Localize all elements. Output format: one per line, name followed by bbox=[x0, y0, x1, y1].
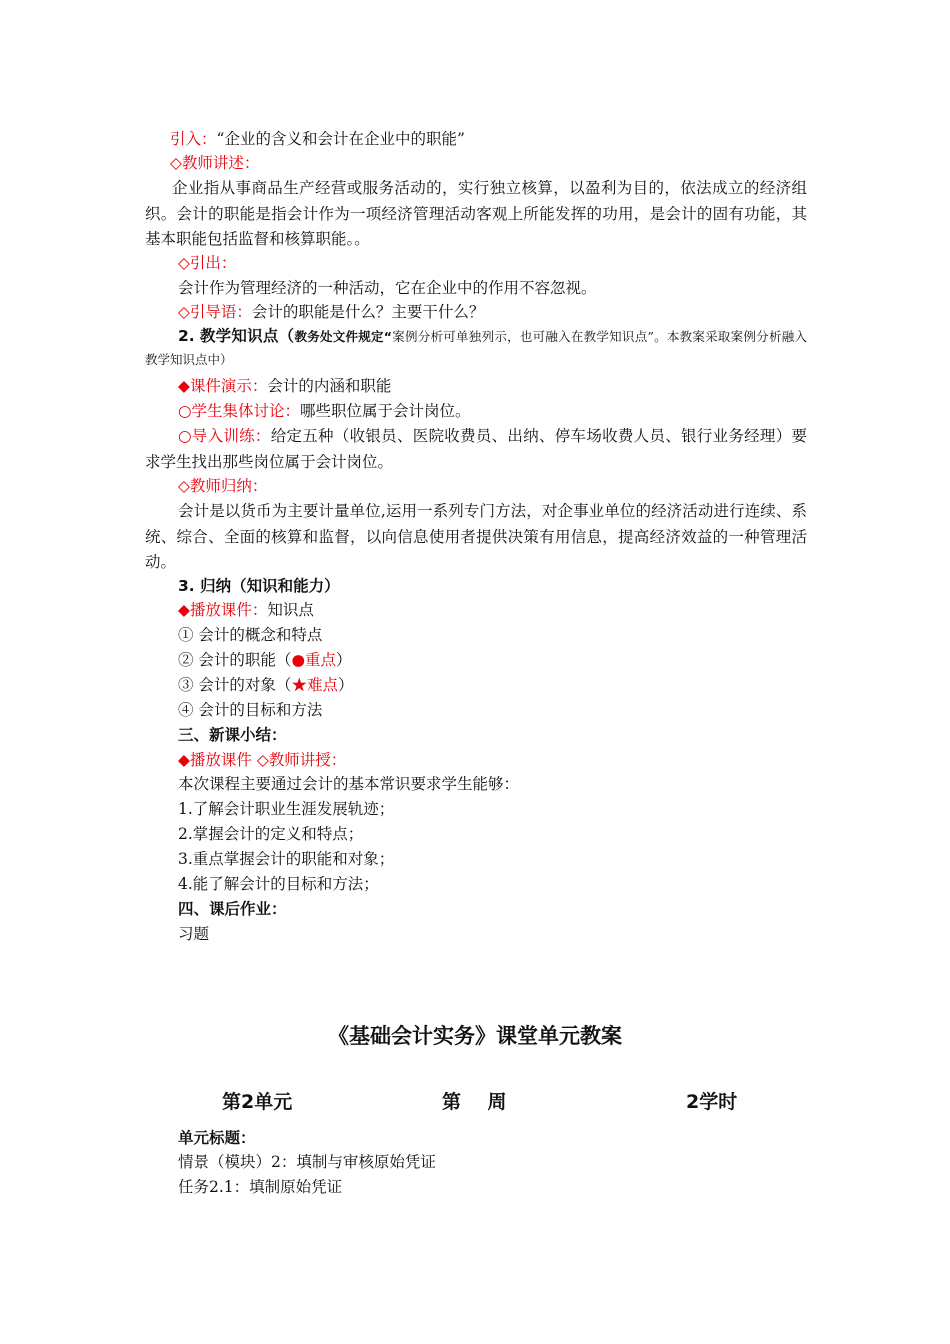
courseware-demo-label: ◆课件演示： bbox=[178, 377, 268, 395]
knowledge-note: 案例分析可单独列示，也可融入在教学知识点”。本教案采取案例分析融入教学知识点中） bbox=[145, 329, 807, 367]
knowledge-note-bold: 教务处文件规定“ bbox=[294, 329, 392, 344]
lead-out-text: 会计作为管理经济的一种活动，它在企业中的作用不容忽视。 bbox=[178, 279, 597, 297]
unit-hours: 2学时 bbox=[686, 1091, 738, 1113]
scenario-line: 情景（模块）2：填制与审核原始凭证 bbox=[178, 1153, 436, 1171]
training-label: ○导入训练： bbox=[178, 427, 271, 445]
guide-text: 会计的职能是什么？主要干什么？ bbox=[251, 303, 485, 321]
intro-text: “企业的含义和会计在企业中的职能” bbox=[216, 130, 465, 148]
document-title: 《基础会计实务》课堂单元教案 bbox=[328, 1024, 622, 1048]
teacher-explain-label: ◇教师讲述： bbox=[170, 154, 260, 172]
knowledge-num: 2. bbox=[178, 327, 195, 345]
induction-title: 3. 归纳（知识和能力） bbox=[178, 577, 340, 595]
point-item: ④ 会计的目标和方法 bbox=[178, 701, 323, 719]
group-discuss-line bbox=[178, 399, 471, 424]
guide-line bbox=[178, 300, 484, 325]
unit-title-label: 单元标题： bbox=[178, 1129, 256, 1147]
lead-out-label: ◇引出： bbox=[178, 254, 237, 272]
paragraph-enterprise: 企业指从事商品生产经营或服务活动的，实行独立核算，以盈利为目的，依法成立的经济组织。会计的职能是指会计作为一项经济管理活动客观上所能发挥的功用，是会计的固有功能，其基本职能包括监督和核算职能。。 bbox=[145, 179, 807, 248]
knowledge-heading bbox=[145, 325, 807, 371]
intro-label: 引入： bbox=[170, 130, 217, 148]
unit-number: 第2单元 bbox=[222, 1091, 293, 1113]
difficult-point-mark: ★难点 bbox=[291, 676, 338, 694]
training-paragraph bbox=[145, 424, 807, 475]
play-courseware-line bbox=[178, 598, 314, 623]
summary-tags: ◆播放课件 ◇教师讲授： bbox=[178, 751, 347, 769]
courseware-demo-line bbox=[178, 374, 391, 399]
summary-item: 4.能了解会计的目标和方法； bbox=[178, 875, 379, 893]
summary-item: 3.重点掌握会计的职能和对象； bbox=[178, 850, 395, 868]
homework-text: 习题 bbox=[178, 925, 210, 943]
homework-title: 四、课后作业： bbox=[178, 900, 287, 918]
courseware-demo-text: 会计的内涵和职能 bbox=[267, 377, 392, 395]
point-item: ③ 会计的对象（★难点） bbox=[178, 676, 354, 694]
summary-item: 2.掌握会计的定义和特点； bbox=[178, 825, 364, 843]
summary-item: 1.了解会计职业生涯发展轨迹； bbox=[178, 800, 395, 818]
paragraph-accounting-definition: 会计是以货币为主要计量单位,运用一系列专门方法，对企事业单位的经济活动进行连续、系统、综合、全面的核算和监督，以向信息使用者提供决策有用信息，提高经济效益的一种管理活动。 bbox=[145, 502, 807, 571]
task-line: 任务2.1：填制原始凭证 bbox=[178, 1178, 343, 1196]
unit-week: 第 周 bbox=[442, 1091, 507, 1113]
summary-title: 三、新课小结： bbox=[178, 726, 287, 744]
key-point-mark: ●重点 bbox=[291, 651, 336, 669]
group-discuss-text: 哪些职位属于会计岗位。 bbox=[300, 402, 471, 420]
teacher-summary-label: ◇教师归纳： bbox=[178, 477, 268, 495]
intro-line bbox=[170, 127, 465, 152]
point-item: ② 会计的职能（●重点） bbox=[178, 651, 352, 669]
play-courseware-text: 知识点 bbox=[267, 601, 314, 619]
training-text: 给定五种（收银员、医院收费员、出纳、停车场收费人员、银行业务经理）要求学生找出那些岗位属于会计岗位。 bbox=[145, 427, 807, 471]
play-courseware-label: ◆播放课件： bbox=[178, 601, 268, 619]
knowledge-title: 教学知识点（ bbox=[199, 327, 295, 345]
point-item: ① 会计的概念和特点 bbox=[178, 626, 323, 644]
summary-intro: 本次课程主要通过会计的基本常识要求学生能够： bbox=[178, 775, 520, 793]
group-discuss-label: ○学生集体讨论： bbox=[178, 402, 301, 420]
guide-label: ◇引导语： bbox=[178, 303, 252, 321]
